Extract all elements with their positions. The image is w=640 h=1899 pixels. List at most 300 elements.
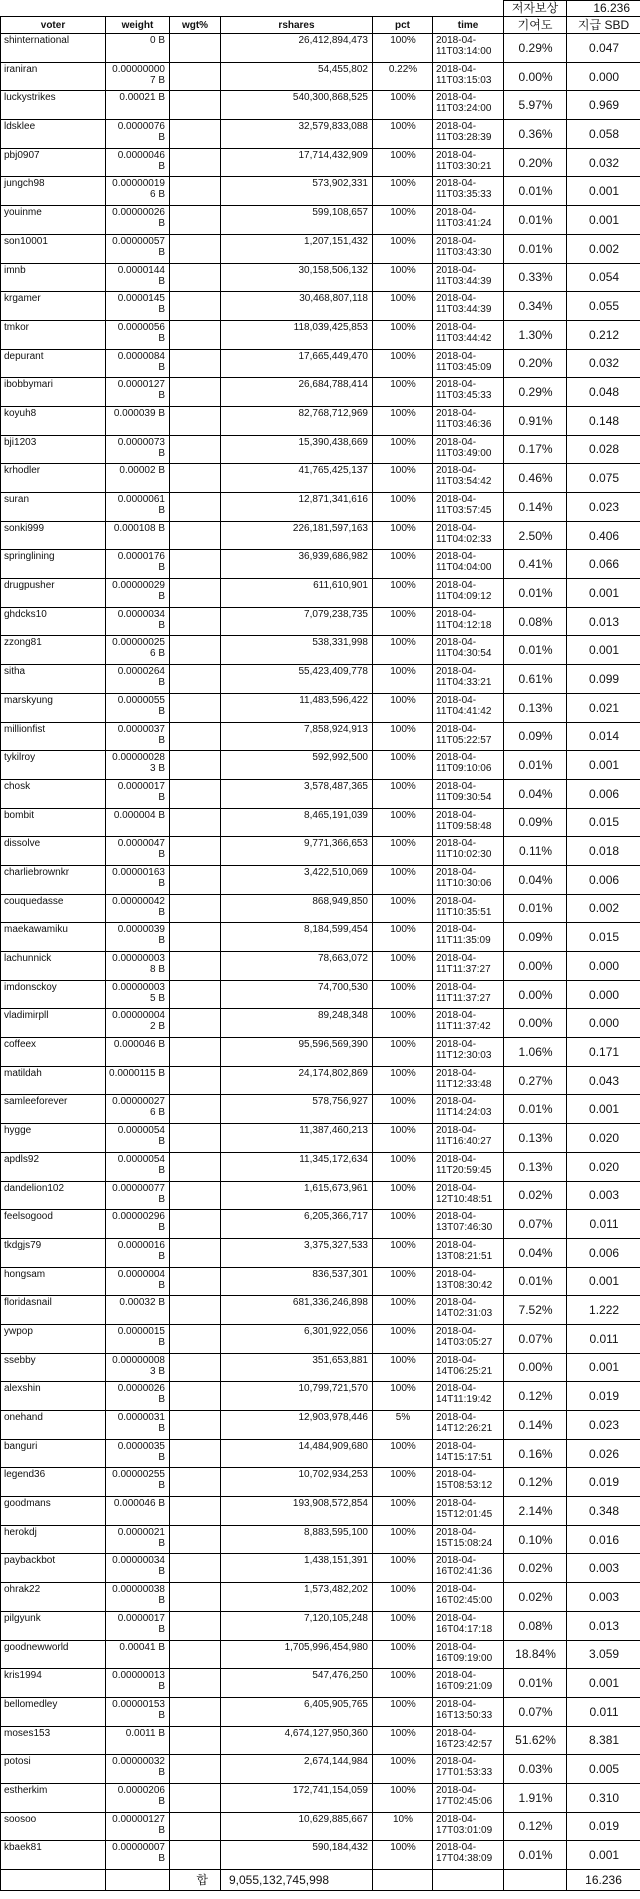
pct-cell: 100%	[373, 923, 433, 952]
sbd-cell: 8.381	[567, 1726, 640, 1755]
rshares-cell: 6,405,905,765	[221, 1697, 373, 1726]
contribution-cell: 0.04%	[504, 779, 567, 808]
contribution-cell: 0.09%	[504, 722, 567, 751]
wgt-pct-cell	[170, 923, 221, 952]
rshares-cell: 8,184,599,454	[221, 923, 373, 952]
table-row	[1, 1124, 640, 1153]
wgt-pct-cell	[170, 980, 221, 1009]
time-cell: 2018-04-16T23:42:57	[433, 1726, 504, 1755]
voter-cell: goodnewworld	[1, 1640, 106, 1669]
time-cell: 2018-04-11T03:45:33	[433, 378, 504, 407]
pct-cell: 100%	[373, 1841, 433, 1870]
time-cell: 2018-04-14T02:31:03	[433, 1296, 504, 1325]
rshares-cell: 1,615,673,961	[221, 1181, 373, 1210]
pct-cell: 100%	[373, 292, 433, 321]
wgt-pct-cell	[170, 636, 221, 665]
table-row	[1, 263, 640, 292]
table-row	[1, 952, 640, 981]
rshares-cell: 11,387,460,213	[221, 1124, 373, 1153]
pct-cell: 100%	[373, 1640, 433, 1669]
rshares-cell: 11,345,172,634	[221, 1152, 373, 1181]
wgt-pct-cell	[170, 1525, 221, 1554]
pct-cell: 100%	[373, 1181, 433, 1210]
total-empty-cell	[106, 1870, 170, 1891]
pct-cell: 100%	[373, 550, 433, 579]
time-cell: 2018-04-12T10:48:51	[433, 1181, 504, 1210]
table-row	[1, 837, 640, 866]
table-row	[1, 894, 640, 923]
rshares-cell: 6,301,922,056	[221, 1324, 373, 1353]
voter-cell: ibobbymari	[1, 378, 106, 407]
contribution-cell: 0.27%	[504, 1066, 567, 1095]
rshares-cell: 1,207,151,432	[221, 234, 373, 263]
contribution-cell: 0.14%	[504, 1411, 567, 1440]
sbd-cell: 0.013	[567, 607, 640, 636]
time-cell: 2018-04-14T06:25:21	[433, 1353, 504, 1382]
weight-cell: 0.00000026 B	[106, 206, 170, 235]
weight-cell: 0.0000017 B	[106, 1611, 170, 1640]
wgt-pct-cell	[170, 34, 221, 63]
weight-cell: 0.0000046 B	[106, 148, 170, 177]
contribution-cell: 0.46%	[504, 464, 567, 493]
rshares-cell: 9,771,366,653	[221, 837, 373, 866]
wgt-pct-cell	[170, 1726, 221, 1755]
header-sbd: 지급 SBD	[567, 17, 640, 34]
voter-cell: alexshin	[1, 1382, 106, 1411]
weight-cell: 0.0000034 B	[106, 607, 170, 636]
weight-cell: 0.00000034 B	[106, 1554, 170, 1583]
wgt-pct-cell	[170, 120, 221, 149]
wgt-pct-cell	[170, 493, 221, 522]
time-cell: 2018-04-11T03:43:30	[433, 234, 504, 263]
contribution-cell: 0.02%	[504, 1554, 567, 1583]
sbd-cell: 0.001	[567, 177, 640, 206]
pct-cell: 100%	[373, 952, 433, 981]
time-cell: 2018-04-11T10:35:51	[433, 894, 504, 923]
pct-cell: 100%	[373, 1009, 433, 1038]
voter-cell: coffeex	[1, 1038, 106, 1067]
wgt-pct-cell	[170, 148, 221, 177]
voter-cell: imnb	[1, 263, 106, 292]
table-row	[1, 1181, 640, 1210]
contribution-cell: 0.10%	[504, 1525, 567, 1554]
time-cell: 2018-04-11T03:44:42	[433, 320, 504, 349]
rshares-cell: 681,336,246,898	[221, 1296, 373, 1325]
weight-cell: 0.0000015 B	[106, 1324, 170, 1353]
weight-cell: 0.00000019 6 B	[106, 177, 170, 206]
total-empty-cell	[373, 1870, 433, 1891]
table-row	[1, 980, 640, 1009]
time-cell: 2018-04-11T10:02:30	[433, 837, 504, 866]
pct-cell: 5%	[373, 1411, 433, 1440]
time-cell: 2018-04-11T04:41:42	[433, 693, 504, 722]
pct-cell: 100%	[373, 1038, 433, 1067]
rshares-cell: 14,484,909,680	[221, 1439, 373, 1468]
time-cell: 2018-04-14T15:17:51	[433, 1439, 504, 1468]
contribution-cell: 0.20%	[504, 148, 567, 177]
voter-cell: son10001	[1, 234, 106, 263]
table-row	[1, 1611, 640, 1640]
pct-cell: 100%	[373, 1783, 433, 1812]
contribution-cell: 0.09%	[504, 923, 567, 952]
sbd-cell: 0.003	[567, 1181, 640, 1210]
rshares-cell: 26,412,894,473	[221, 34, 373, 63]
wgt-pct-cell	[170, 1066, 221, 1095]
contribution-cell: 0.00%	[504, 952, 567, 981]
contribution-cell: 0.13%	[504, 693, 567, 722]
table-row	[1, 636, 640, 665]
weight-cell: 0.00000057 B	[106, 234, 170, 263]
rshares-cell: 55,423,409,778	[221, 665, 373, 694]
time-cell: 2018-04-13T08:21:51	[433, 1238, 504, 1267]
pct-cell: 100%	[373, 1497, 433, 1526]
pct-cell: 100%	[373, 320, 433, 349]
sbd-cell: 0.003	[567, 1554, 640, 1583]
rshares-cell: 7,858,924,913	[221, 722, 373, 751]
rshares-cell: 30,158,506,132	[221, 263, 373, 292]
voter-cell: floridasnail	[1, 1296, 106, 1325]
voter-cell: maekawamiku	[1, 923, 106, 952]
sbd-cell: 0.018	[567, 837, 640, 866]
rshares-cell: 11,483,596,422	[221, 693, 373, 722]
pct-cell: 100%	[373, 1267, 433, 1296]
sbd-cell: 0.006	[567, 779, 640, 808]
time-cell: 2018-04-11T03:15:03	[433, 62, 504, 91]
rshares-cell: 7,120,105,248	[221, 1611, 373, 1640]
pct-cell: 100%	[373, 1296, 433, 1325]
pct-cell: 100%	[373, 837, 433, 866]
wgt-pct-cell	[170, 665, 221, 694]
weight-cell: 0.00000007 B	[106, 1841, 170, 1870]
time-cell: 2018-04-17T04:38:09	[433, 1841, 504, 1870]
contribution-cell: 18.84%	[504, 1640, 567, 1669]
pct-cell: 100%	[373, 1095, 433, 1124]
contribution-cell: 0.01%	[504, 1267, 567, 1296]
time-cell: 2018-04-11T04:12:18	[433, 607, 504, 636]
weight-cell: 0.0000054 B	[106, 1124, 170, 1153]
table-row	[1, 1296, 640, 1325]
sbd-cell: 0.054	[567, 263, 640, 292]
rshares-cell: 611,610,901	[221, 579, 373, 608]
time-cell: 2018-04-11T03:57:45	[433, 493, 504, 522]
sbd-cell: 0.055	[567, 292, 640, 321]
time-cell: 2018-04-16T09:21:09	[433, 1669, 504, 1698]
time-cell: 2018-04-15T15:08:24	[433, 1525, 504, 1554]
wgt-pct-cell	[170, 1324, 221, 1353]
contribution-cell: 0.04%	[504, 865, 567, 894]
sbd-cell: 0.001	[567, 1841, 640, 1870]
pct-cell: 100%	[373, 435, 433, 464]
contribution-cell: 0.13%	[504, 1152, 567, 1181]
pct-cell: 100%	[373, 579, 433, 608]
voter-cell: youinme	[1, 206, 106, 235]
sbd-cell: 0.000	[567, 1009, 640, 1038]
time-cell: 2018-04-11T12:30:03	[433, 1038, 504, 1067]
weight-cell: 0.00000025 6 B	[106, 636, 170, 665]
rshares-cell: 78,663,072	[221, 952, 373, 981]
sbd-cell: 0.019	[567, 1812, 640, 1841]
author-reward-value: 16.236	[567, 1, 640, 17]
time-cell: 2018-04-11T03:49:00	[433, 435, 504, 464]
wgt-pct-cell	[170, 177, 221, 206]
weight-cell: 0.0000127 B	[106, 378, 170, 407]
voter-cell: kris1994	[1, 1669, 106, 1698]
contribution-cell: 51.62%	[504, 1726, 567, 1755]
wgt-pct-cell	[170, 1812, 221, 1841]
pct-cell: 100%	[373, 177, 433, 206]
voter-cell: potosi	[1, 1755, 106, 1784]
rshares-cell: 4,674,127,950,360	[221, 1726, 373, 1755]
contribution-cell: 0.08%	[504, 607, 567, 636]
wgt-pct-cell	[170, 894, 221, 923]
sbd-cell: 0.020	[567, 1152, 640, 1181]
voter-cell: moses153	[1, 1726, 106, 1755]
voter-cell: charliebrownkr	[1, 865, 106, 894]
sbd-cell: 0.028	[567, 435, 640, 464]
table-row	[1, 1066, 640, 1095]
pct-cell: 100%	[373, 693, 433, 722]
pct-cell: 100%	[373, 1611, 433, 1640]
contribution-cell: 0.00%	[504, 1353, 567, 1382]
time-cell: 2018-04-17T01:53:33	[433, 1755, 504, 1784]
wgt-pct-cell	[170, 779, 221, 808]
wgt-pct-cell	[170, 1583, 221, 1612]
sbd-cell: 0.001	[567, 1267, 640, 1296]
sbd-cell: 0.021	[567, 693, 640, 722]
rshares-cell: 3,578,487,365	[221, 779, 373, 808]
table-row	[1, 320, 640, 349]
pct-cell: 100%	[373, 1439, 433, 1468]
table-row	[1, 1726, 640, 1755]
weight-cell: 0 B	[106, 34, 170, 63]
contribution-cell: 2.14%	[504, 1497, 567, 1526]
contribution-cell: 5.97%	[504, 91, 567, 120]
rshares-cell: 10,629,885,667	[221, 1812, 373, 1841]
table-row	[1, 349, 640, 378]
table-row	[1, 1755, 640, 1784]
weight-cell: 0.00000028 3 B	[106, 751, 170, 780]
weight-cell: 0.000108 B	[106, 521, 170, 550]
time-cell: 2018-04-11T14:24:03	[433, 1095, 504, 1124]
wgt-pct-cell	[170, 1468, 221, 1497]
weight-cell: 0.0011 B	[106, 1726, 170, 1755]
table-row	[1, 1497, 640, 1526]
rshares-cell: 2,674,144,984	[221, 1755, 373, 1784]
pct-cell: 100%	[373, 1382, 433, 1411]
voter-cell: zzong81	[1, 636, 106, 665]
voter-cell: ssebby	[1, 1353, 106, 1382]
time-cell: 2018-04-16T02:41:36	[433, 1554, 504, 1583]
weight-cell: 0.00041 B	[106, 1640, 170, 1669]
sbd-cell: 0.002	[567, 894, 640, 923]
voter-cell: legend36	[1, 1468, 106, 1497]
time-cell: 2018-04-11T09:30:54	[433, 779, 504, 808]
weight-cell: 0.00002 B	[106, 464, 170, 493]
header-pct: pct	[373, 17, 433, 34]
weight-cell: 0.0000073 B	[106, 435, 170, 464]
contribution-cell: 0.07%	[504, 1697, 567, 1726]
pct-cell: 100%	[373, 1324, 433, 1353]
weight-cell: 0.0000084 B	[106, 349, 170, 378]
table-row	[1, 91, 640, 120]
weight-cell: 0.0000031 B	[106, 1411, 170, 1440]
voter-cell: paybackbot	[1, 1554, 106, 1583]
rshares-cell: 41,765,425,137	[221, 464, 373, 493]
voter-cell: tkdgjs79	[1, 1238, 106, 1267]
weight-cell: 0.00000013 B	[106, 1669, 170, 1698]
pct-cell: 100%	[373, 1124, 433, 1153]
rshares-cell: 538,331,998	[221, 636, 373, 665]
voter-cell: couquedasse	[1, 894, 106, 923]
time-cell: 2018-04-11T03:46:36	[433, 406, 504, 435]
pct-cell: 100%	[373, 493, 433, 522]
sbd-cell: 0.066	[567, 550, 640, 579]
weight-cell: 0.0000054 B	[106, 1152, 170, 1181]
table-row	[1, 177, 640, 206]
blank-spacer	[1, 1, 504, 17]
weight-cell: 0.0000004 B	[106, 1267, 170, 1296]
weight-cell: 0.0000026 B	[106, 1382, 170, 1411]
pct-cell: 100%	[373, 1726, 433, 1755]
rshares-cell: 1,438,151,391	[221, 1554, 373, 1583]
time-cell: 2018-04-17T03:01:09	[433, 1812, 504, 1841]
pct-cell: 100%	[373, 1697, 433, 1726]
table-row	[1, 435, 640, 464]
sbd-cell: 1.222	[567, 1296, 640, 1325]
voter-cell: vladimirpll	[1, 1009, 106, 1038]
contribution-cell: 0.00%	[504, 980, 567, 1009]
wgt-pct-cell	[170, 1353, 221, 1382]
contribution-cell: 2.50%	[504, 521, 567, 550]
voter-cell: herokdj	[1, 1525, 106, 1554]
wgt-pct-cell	[170, 607, 221, 636]
table-row	[1, 550, 640, 579]
table-row	[1, 1640, 640, 1669]
voter-cell: tykilroy	[1, 751, 106, 780]
header-time: time	[433, 17, 504, 34]
author-reward-label: 저자보상	[504, 1, 567, 17]
contribution-cell: 1.06%	[504, 1038, 567, 1067]
voter-cell: marskyung	[1, 693, 106, 722]
weight-cell: 0.00000042 B	[106, 894, 170, 923]
contribution-cell: 0.91%	[504, 406, 567, 435]
header-wgt-pct: wgt%	[170, 17, 221, 34]
contribution-cell: 0.14%	[504, 493, 567, 522]
rshares-cell: 89,248,348	[221, 1009, 373, 1038]
voter-cell: goodmans	[1, 1497, 106, 1526]
wgt-pct-cell	[170, 234, 221, 263]
table-row	[1, 607, 640, 636]
weight-cell: 0.00000296 B	[106, 1210, 170, 1239]
contribution-cell: 0.01%	[504, 894, 567, 923]
weight-cell: 0.0000144 B	[106, 263, 170, 292]
wgt-pct-cell	[170, 865, 221, 894]
rshares-cell: 172,741,154,059	[221, 1783, 373, 1812]
wgt-pct-cell	[170, 349, 221, 378]
sbd-cell: 0.019	[567, 1468, 640, 1497]
contribution-cell: 0.01%	[504, 177, 567, 206]
pct-cell: 100%	[373, 1755, 433, 1784]
total-empty-cell	[433, 1870, 504, 1891]
rshares-cell: 26,684,788,414	[221, 378, 373, 407]
sbd-cell: 0.001	[567, 579, 640, 608]
time-cell: 2018-04-11T12:33:48	[433, 1066, 504, 1095]
table-row	[1, 1583, 640, 1612]
voter-cell: suran	[1, 493, 106, 522]
rshares-cell: 10,799,721,570	[221, 1382, 373, 1411]
time-cell: 2018-04-11T03:30:21	[433, 148, 504, 177]
time-cell: 2018-04-11T11:37:27	[433, 980, 504, 1009]
pct-cell: 100%	[373, 1525, 433, 1554]
voter-cell: depurant	[1, 349, 106, 378]
rshares-cell: 12,903,978,446	[221, 1411, 373, 1440]
time-cell: 2018-04-11T16:40:27	[433, 1124, 504, 1153]
table-row	[1, 1267, 640, 1296]
table-row	[1, 62, 640, 91]
table-row	[1, 234, 640, 263]
rshares-cell: 590,184,432	[221, 1841, 373, 1870]
weight-cell: 0.00000000 7 B	[106, 62, 170, 91]
voter-cell: sitha	[1, 665, 106, 694]
pct-cell: 10%	[373, 1812, 433, 1841]
wgt-pct-cell	[170, 550, 221, 579]
sbd-cell: 0.019	[567, 1382, 640, 1411]
voter-cell: soosoo	[1, 1812, 106, 1841]
weight-cell: 0.0000145 B	[106, 292, 170, 321]
rshares-cell: 351,653,881	[221, 1353, 373, 1382]
voter-cell: hongsam	[1, 1267, 106, 1296]
header-voter: voter	[1, 17, 106, 34]
wgt-pct-cell	[170, 1439, 221, 1468]
table-row	[1, 779, 640, 808]
contribution-cell: 0.29%	[504, 378, 567, 407]
wgt-pct-cell	[170, 837, 221, 866]
rshares-cell: 32,579,833,088	[221, 120, 373, 149]
pct-cell: 100%	[373, 1066, 433, 1095]
pct-cell: 100%	[373, 34, 433, 63]
rshares-cell: 226,181,597,163	[221, 521, 373, 550]
header-weight: weight	[106, 17, 170, 34]
pct-cell: 100%	[373, 1554, 433, 1583]
weight-cell: 0.0000017 B	[106, 779, 170, 808]
table-row	[1, 1812, 640, 1841]
table-row	[1, 1411, 640, 1440]
voter-cell: bombit	[1, 808, 106, 837]
table-row	[1, 1697, 640, 1726]
sbd-cell: 0.023	[567, 1411, 640, 1440]
weight-cell: 0.00000032 B	[106, 1755, 170, 1784]
total-empty-cell	[504, 1870, 567, 1891]
contribution-cell: 7.52%	[504, 1296, 567, 1325]
sbd-cell: 0.000	[567, 980, 640, 1009]
pct-cell: 100%	[373, 120, 433, 149]
voter-cell: ywpop	[1, 1324, 106, 1353]
table-row	[1, 1783, 640, 1812]
pct-cell: 100%	[373, 148, 433, 177]
wgt-pct-cell	[170, 751, 221, 780]
total-rshares: 9,055,132,745,998	[221, 1870, 373, 1891]
wgt-pct-cell	[170, 1210, 221, 1239]
weight-cell: 0.0000055 B	[106, 693, 170, 722]
table-row	[1, 808, 640, 837]
pct-cell: 100%	[373, 1669, 433, 1698]
time-cell: 2018-04-11T05:22:57	[433, 722, 504, 751]
wgt-pct-cell	[170, 1296, 221, 1325]
wgt-pct-cell	[170, 1095, 221, 1124]
contribution-cell: 0.04%	[504, 1238, 567, 1267]
weight-cell: 0.0000264 B	[106, 665, 170, 694]
table-row	[1, 292, 640, 321]
